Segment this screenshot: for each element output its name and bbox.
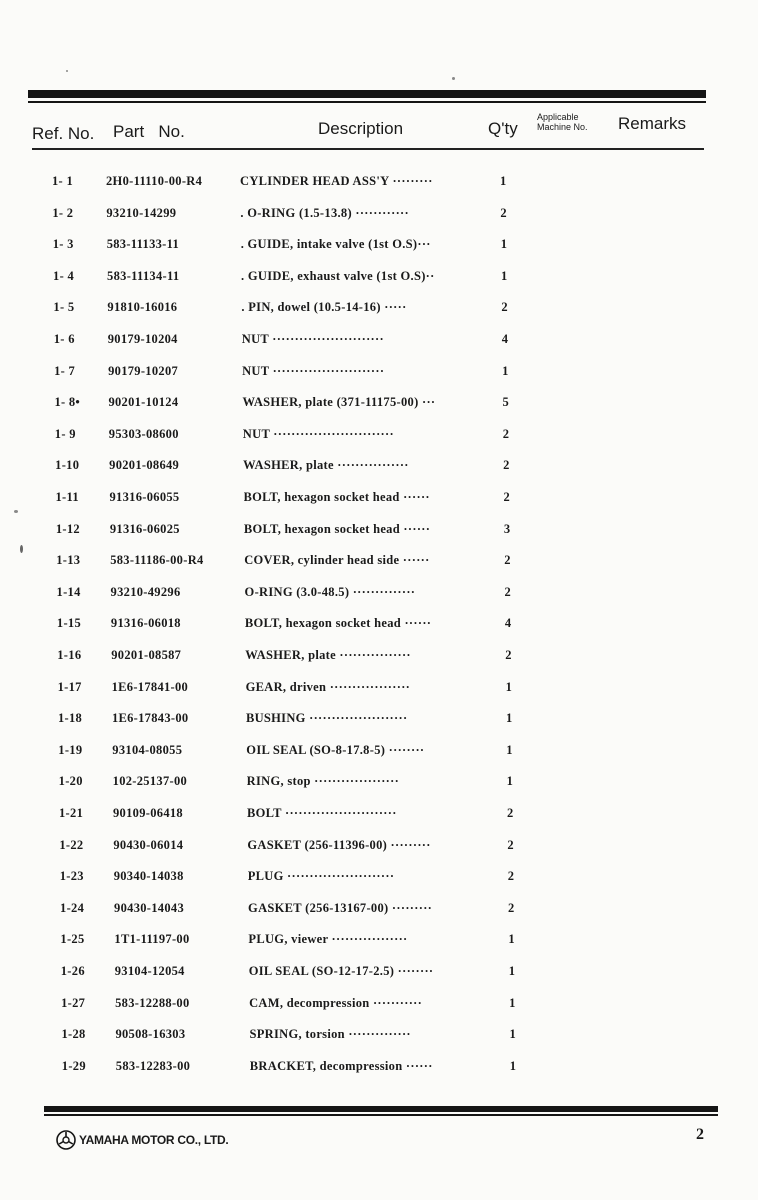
part-no-cell: 95303-08600 [108,426,179,441]
ref-no-cell: 1-15 [56,616,82,631]
ref-no-cell: 1- 3 [52,237,74,252]
description-cell: NUT ························· [242,363,385,378]
ref-no-cell: 1- 4 [53,268,75,283]
part-no-cell: 90430-06014 [113,837,184,852]
top-rule-thin [28,101,706,103]
description-cell: WASHER, plate ················ [243,458,409,473]
part-no-cell: 91316-06055 [109,490,180,504]
qty-cell: 2 [507,806,514,820]
description-cell: WASHER, plate ················ [245,648,411,662]
ref-no-cell: 1- 2 [52,205,74,220]
description-cell: BOLT, hexagon socket head ······ [244,616,432,631]
ref-no-cell: 1- 9 [54,426,76,441]
description-cell: OIL SEAL (SO-8-17.8-5) ········ [246,742,425,757]
description-cell: GASKET (256-11396-00) ········· [247,837,431,852]
description-cell: COVER, cylinder head side ······ [244,553,430,568]
part-no-cell: 90201-08649 [109,458,180,473]
description-cell: BOLT, hexagon socket head ······ [243,490,430,504]
ref-no-cell: 1-13 [56,553,81,568]
ref-no-cell: 1-11 [55,490,79,504]
qty-cell: 2 [504,553,511,568]
part-no-cell: 1E6-17843-00 [111,711,189,726]
ref-no-cell: 1- 5 [53,300,75,315]
part-no-cell: 102-25137-00 [112,774,188,789]
ref-no-cell: 1-26 [60,964,85,978]
qty-cell: 2 [504,584,512,599]
header-part-no [113,122,185,142]
qty-cell: 1 [505,711,513,726]
qty-cell: 4 [504,616,512,631]
description-cell: NUT ··························· [242,426,394,441]
part-no-cell: 91810-16016 [107,300,178,315]
qty-cell: 1 [509,1027,516,1042]
ref-no-cell: 1-29 [61,1058,86,1073]
qty-cell: 1 [505,679,513,694]
scan-speck [66,70,68,72]
qty-cell: 2 [501,300,508,315]
part-no-cell: 93210-49296 [110,584,181,599]
header-applicable-line2: Machine No. [537,122,588,132]
ref-no-cell: 1- 6 [53,332,75,346]
scan-speck [14,510,18,513]
part-no-cell: 2H0-11110-00-R4 [106,174,203,188]
ref-no-cell: 1-24 [60,900,85,915]
description-cell: CAM, decompression ··········· [249,995,423,1010]
qty-cell: 1 [509,995,516,1010]
part-no-cell: 91316-06025 [109,521,180,536]
qty-cell: 1 [508,964,516,978]
yamaha-tuning-forks-icon [56,1130,76,1150]
part-no-cell: 90179-10207 [108,363,179,378]
description-cell: . GUIDE, intake valve (1st O.S)··· [240,237,431,252]
part-no-cell: 90430-14043 [114,900,185,915]
ref-no-cell: 1- 1 [52,174,73,188]
ref-no-cell: 1- 7 [54,363,76,378]
description-cell: GEAR, driven ·················· [245,679,411,694]
qty-cell: 1 [501,268,508,283]
header-applicable-line1: Applicable [537,112,579,122]
ref-no-cell: 1-19 [58,742,83,757]
description-cell: SPRING, torsion ·············· [249,1027,411,1042]
description-cell: RING, stop ··················· [246,774,400,789]
part-no-cell: 90201-08587 [111,648,182,662]
description-cell: BOLT, hexagon socket head ······ [243,521,431,536]
header-applicable-machine [537,112,617,132]
ref-no-cell: 1- 8• [54,395,81,410]
description-cell: GASKET (256-13167-00) ········· [248,900,433,915]
footer-logo [56,1130,228,1150]
scan-speck [452,77,455,80]
qty-cell: 2 [503,490,511,504]
part-no-cell: 1E6-17841-00 [111,679,189,694]
scan-speck [20,545,23,553]
part-no-cell: 583-11186-00-R4 [110,553,204,568]
ref-no-cell: 1-21 [59,806,84,820]
ref-no-cell: 1-28 [61,1027,86,1042]
qty-cell: 2 [508,900,515,915]
description-cell: NUT ························· [241,332,384,346]
part-no-cell: 90109-06418 [113,806,183,820]
qty-cell: 3 [503,521,511,536]
bottom-rule-thick [44,1106,718,1112]
qty-cell: 1 [508,932,515,947]
header-ref-no: Ref. No. [32,124,95,143]
ref-no-cell: 1-14 [56,584,81,599]
header-part: Part [113,122,145,141]
part-no-cell: 93104-12054 [114,964,185,978]
description-cell: . GUIDE, exhaust valve (1st O.S)·· [241,268,435,283]
ref-no-cell: 1-16 [57,648,82,662]
qty-cell: 2 [503,458,510,473]
bottom-rule-thin [44,1114,718,1116]
part-no-cell: 93210-14299 [106,205,177,220]
qty-cell: 2 [505,648,512,662]
qty-cell: 1 [500,237,508,252]
ref-no-cell: 1-22 [59,837,84,852]
part-no-cell: 91316-06018 [110,616,181,631]
description-cell: BUSHING ······················ [245,711,408,726]
qty-cell: 1 [506,742,513,757]
part-no-cell: 90508-16303 [115,1027,186,1042]
part-no-cell: 583-11133-11 [106,237,180,252]
qty-cell: 1 [500,174,507,188]
page-number: 2 [696,1126,704,1143]
description-cell: OIL SEAL (SO-12-17-2.5) ········ [248,964,434,978]
part-no-cell: 583-12288-00 [115,995,190,1010]
part-no-cell: 90340-14038 [113,869,184,884]
ref-no-cell: 1-23 [59,869,84,884]
header-rule [32,148,704,150]
description-cell: . PIN, dowel (10.5-14-16) ····· [241,300,407,315]
qty-cell: 1 [502,363,509,378]
company-name: YAMAHA MOTOR CO., LTD. [79,1133,229,1147]
part-no-cell: 583-12283-00 [115,1058,191,1073]
description-cell: WASHER, plate (371-11175-00) ··· [242,395,436,410]
description-cell: O-RING (3.0-48.5) ·············· [244,584,416,599]
ref-no-cell: 1-18 [57,711,83,726]
header-no: No. [158,122,185,141]
part-no-cell: 90179-10204 [107,332,178,346]
qty-cell: 5 [502,395,509,410]
qty-cell: 2 [500,205,507,220]
description-cell: PLUG ························ [247,869,395,884]
ref-no-cell: 1-17 [57,679,82,694]
part-no-cell: 90201-10124 [108,395,179,410]
description-cell: BRACKET, decompression ······ [249,1058,433,1073]
description-cell: CYLINDER HEAD ASS'Y ········· [240,174,433,188]
qty-cell: 2 [502,426,510,441]
qty-cell: 2 [507,837,514,852]
header-description: Description [318,119,404,138]
qty-cell: 1 [509,1058,517,1073]
description-cell: BOLT ························· [247,806,397,820]
qty-cell: 1 [506,774,514,789]
ref-no-cell: 1-10 [55,458,80,473]
header-remarks: Remarks [618,114,687,133]
qty-cell: 4 [501,332,509,346]
part-no-cell: 583-11134-11 [107,268,180,283]
top-rule-thick [28,90,706,98]
description-cell: PLUG, viewer ················· [248,932,408,947]
header-qty: Q'ty [488,119,518,138]
part-no-cell: 1T1-11197-00 [114,932,190,947]
ref-no-cell: 1-27 [61,995,86,1010]
ref-no-cell: 1-20 [58,774,83,789]
ref-no-cell: 1-25 [60,932,85,947]
ref-no-cell: 1-12 [55,521,80,536]
qty-cell: 2 [507,869,515,884]
description-cell: . O-RING (1.5-13.8) ············ [240,205,409,220]
part-no-cell: 93104-08055 [112,742,183,757]
